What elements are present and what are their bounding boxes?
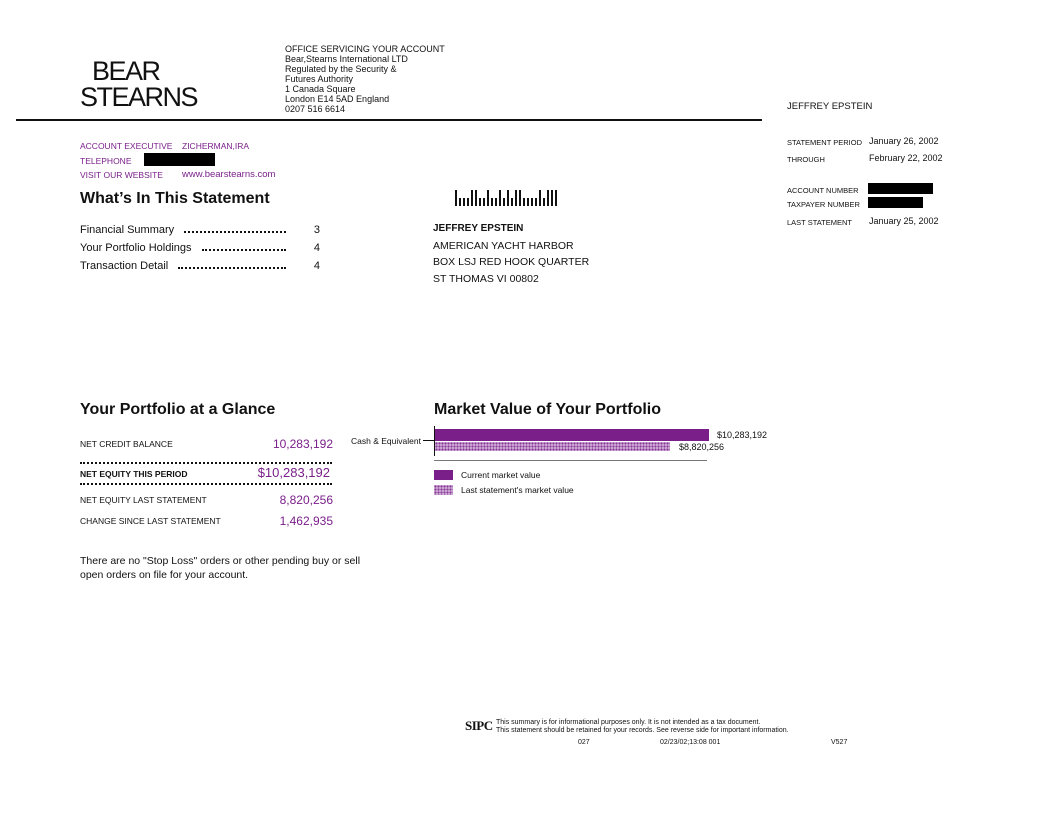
toc-item-page: 4 — [313, 260, 320, 272]
office-line: Futures Authority — [285, 74, 354, 84]
office-line: 1 Canada Square — [285, 84, 356, 94]
net-credit-balance-label: NET CREDIT BALANCE — [80, 439, 173, 449]
dot-leader — [202, 249, 287, 251]
footer-line2: This statement should be retained for your records. See reverse side for important information. — [496, 727, 789, 734]
dot-leader — [178, 267, 286, 269]
postal-barcode-icon — [455, 190, 565, 206]
chart-legend — [434, 467, 574, 497]
net-equity-last-label: NET EQUITY LAST STATEMENT — [80, 495, 207, 505]
toc-item-page: 3 — [313, 224, 320, 236]
office-line: Bear,Stearns International LTD — [285, 54, 408, 64]
chart-category-label: Cash & Equivalent — [351, 436, 421, 446]
legend-swatch-last — [434, 485, 453, 495]
through-value: February 22, 2002 — [869, 153, 943, 163]
glance-title: Your Portfolio at a Glance — [80, 401, 276, 418]
dotted-divider — [80, 462, 332, 464]
bear-stearns-logo — [80, 58, 197, 110]
legend-label-last: Last statement's market value — [461, 484, 574, 495]
dotted-divider — [80, 483, 332, 485]
account-executive-label: ACCOUNT EXECUTIVE — [80, 141, 173, 151]
telephone-label: TELEPHONE — [80, 156, 132, 166]
office-line: OFFICE SERVICING YOUR ACCOUNT — [285, 44, 445, 54]
taxpayer-number-label: TAXPAYER NUMBER — [787, 200, 860, 209]
toc-title: What’s In This Statement — [80, 190, 270, 207]
toc-item[interactable] — [80, 224, 320, 242]
change-since-last-label: CHANGE SINCE LAST STATEMENT — [80, 516, 221, 526]
client-name-header: JEFFREY EPSTEIN — [787, 101, 873, 112]
net-equity-last-value: 8,820,256 — [279, 493, 333, 507]
website-link[interactable]: www.bearstearns.com — [182, 169, 276, 180]
sipc-logo: SIPC — [465, 718, 493, 733]
address-name: JEFFREY EPSTEIN — [433, 223, 524, 234]
office-line: Regulated by the Security & — [285, 64, 397, 74]
bar-current-market-value — [435, 429, 709, 441]
legend-label-current: Current market value — [461, 469, 541, 480]
footer-timestamp: 02/23/02;13:08 001 — [660, 739, 721, 746]
account-executive-value: ZICHERMAN,IRA — [182, 141, 250, 151]
toc-item-label: Transaction Detail — [80, 260, 169, 272]
bar-last-label: $8,820,256 — [679, 442, 725, 452]
net-equity-label: NET EQUITY THIS PERIOD — [80, 469, 188, 479]
footer-note — [496, 719, 789, 735]
logo-line2: STEARNS — [80, 82, 198, 112]
open-orders-disclaimer: There are no "Stop Loss" orders or other pending buy or sell open orders on file for your account. — [80, 555, 361, 581]
mailing-address — [433, 221, 589, 287]
statement-period-value: January 26, 2002 — [869, 136, 939, 146]
legend-item-last — [434, 482, 574, 497]
change-since-last-value: 1,462,935 — [279, 514, 333, 528]
office-line: London E14 5AD England — [285, 94, 390, 104]
redacted-taxpayer-number — [868, 197, 923, 208]
chart-title: Market Value of Your Portfolio — [434, 401, 661, 418]
redacted-telephone — [144, 153, 215, 166]
net-credit-balance-value: 10,283,192 — [272, 437, 333, 451]
legend-swatch-current — [434, 470, 453, 480]
net-equity-value: $10,283,192 — [257, 465, 330, 480]
logo-line1: BEAR — [92, 56, 160, 86]
website-label: VISIT OUR WEBSITE — [80, 170, 163, 180]
redacted-account-number — [868, 183, 933, 194]
through-label: THROUGH — [787, 155, 825, 164]
bar-current-label: $10,283,192 — [717, 430, 768, 440]
toc-list — [80, 224, 320, 278]
last-statement-value: January 25, 2002 — [869, 216, 939, 226]
category-tick — [423, 440, 434, 441]
toc-item-page: 4 — [313, 242, 320, 254]
footer-code: 027 — [578, 739, 590, 746]
address-line: ST THOMAS VI 00802 — [433, 272, 539, 285]
bar-last-market-value — [435, 442, 670, 451]
office-address-block — [285, 44, 445, 114]
toc-item-label: Your Portfolio Holdings — [80, 242, 192, 254]
account-number-label: ACCOUNT NUMBER — [787, 186, 859, 195]
toc-item[interactable] — [80, 260, 320, 278]
address-line: BOX LSJ RED HOOK QUARTER — [433, 256, 590, 268]
toc-item[interactable] — [80, 242, 320, 260]
footer-line1: This summary is for informational purposes only. It is not intended as a tax document. — [496, 719, 761, 726]
legend-item-current — [434, 467, 574, 482]
footer-version: V527 — [831, 739, 848, 746]
toc-item-label: Financial Summary — [80, 224, 175, 236]
last-statement-label: LAST STATEMENT — [787, 218, 853, 227]
chart-baseline — [434, 460, 707, 461]
statement-period-label: STATEMENT PERIOD — [787, 138, 863, 147]
dot-leader — [184, 231, 286, 233]
office-line: 0207 516 6614 — [285, 104, 346, 114]
header-rule — [16, 119, 762, 121]
address-line: AMERICAN YACHT HARBOR — [433, 239, 574, 252]
